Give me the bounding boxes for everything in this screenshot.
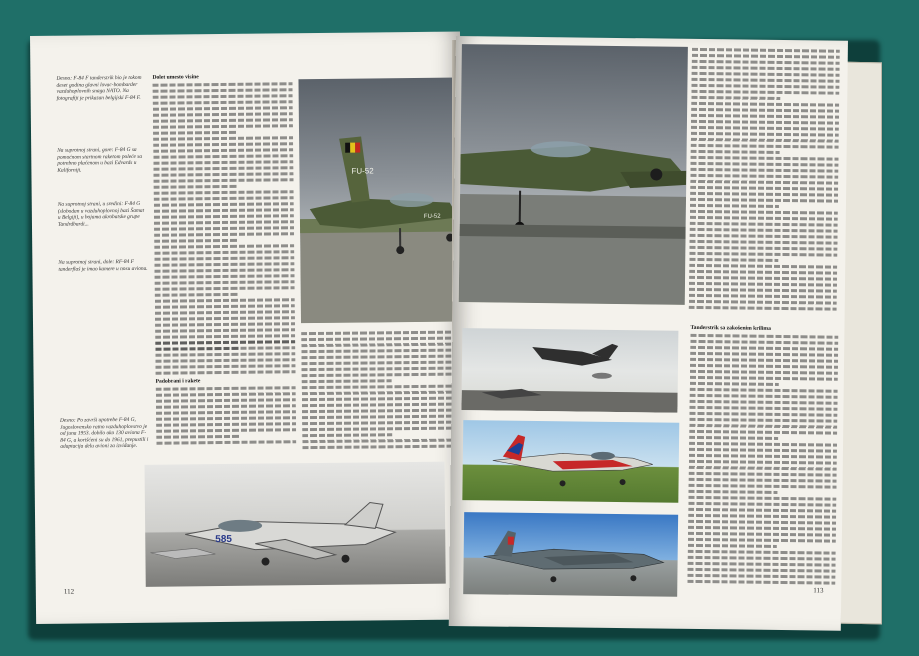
body-text-line	[690, 352, 838, 357]
body-text-line	[690, 162, 838, 167]
body-text-line	[691, 150, 780, 154]
body-text-line	[689, 412, 837, 417]
body-text-line	[302, 373, 452, 378]
body-text-line	[153, 82, 293, 86]
body-text-line	[301, 331, 451, 336]
body-text-line	[690, 364, 838, 369]
body-text-line	[153, 172, 293, 176]
body-text-line	[690, 358, 838, 363]
body-text-line	[690, 222, 838, 227]
body-text-line	[688, 502, 836, 507]
body-text-line	[302, 439, 452, 444]
body-text-line	[690, 168, 838, 173]
body-text-line	[154, 202, 294, 206]
body-text-line	[155, 340, 295, 344]
body-text-line	[690, 334, 838, 339]
body-text-line	[689, 270, 837, 275]
body-text-line	[689, 484, 837, 489]
body-text-line	[155, 274, 295, 278]
body-text-line	[302, 421, 452, 426]
body-text-line	[153, 100, 293, 104]
body-text-line	[691, 90, 839, 95]
body-text-line	[687, 580, 835, 585]
body-text-line	[690, 228, 838, 233]
left-page	[30, 31, 466, 623]
body-text-line	[688, 514, 836, 519]
body-text-line	[156, 398, 296, 402]
body-text-line	[690, 198, 838, 203]
body-text-line	[155, 298, 295, 302]
body-text-line	[156, 370, 296, 374]
body-text-line	[691, 108, 839, 113]
body-text-line	[155, 286, 295, 290]
body-column-2	[155, 337, 296, 458]
body-text-line	[688, 508, 836, 513]
page-number-left: 112	[63, 587, 75, 596]
body-text-line	[154, 250, 294, 254]
body-text-line	[691, 102, 839, 107]
body-text-line	[156, 435, 240, 439]
body-text-line	[156, 416, 296, 420]
body-text-line	[301, 349, 451, 354]
body-text-line	[692, 60, 840, 65]
body-text-line	[301, 343, 451, 348]
tail-marking: FU-52	[351, 166, 374, 176]
body-text-line	[154, 244, 294, 248]
body-text-line	[302, 379, 392, 383]
body-text-line	[691, 96, 780, 100]
caption-top-left: Desno: F-84 F tanderstrik bio je tokom deset godina glavni lovac-bombarder vazduhoplovnih snaga NATO. Na fotografiji je prikazan belgijski F-84 F.	[56, 74, 142, 102]
body-text-line	[690, 186, 838, 191]
body-text-line	[691, 132, 839, 137]
body-text-line	[687, 568, 835, 573]
body-text-line	[692, 66, 840, 71]
body-text-line	[690, 210, 838, 215]
caption-bottom-left: Desno: Po završi upotrebe F-84 G, Jugoslovensko ratno vazduhoplovstvo je od juna 1953. dobilo oko 130 aviona F-84 G, a korišćeni su do 1961, prepustili i adaptacija delu avioni za izviđanje.	[59, 416, 149, 451]
body-text-line	[690, 234, 838, 239]
body-text-line	[153, 166, 293, 170]
body-text-line	[687, 574, 835, 579]
body-text-line	[690, 400, 838, 405]
body-text-line	[153, 142, 293, 146]
caption-mid-left-2: Na suprotnoj strani, u sredini: F-84 G (slobodan u vazduhoplovnoj bazi Šamat u Belgiji), u bojama akrobatske grupe Tandrdbardi...	[57, 200, 145, 228]
heading-doleti: Dolet umesto visine	[152, 74, 199, 81]
body-text-line	[689, 246, 837, 251]
body-text-line	[155, 304, 295, 308]
body-text-line	[690, 216, 838, 221]
body-text-line	[154, 268, 294, 272]
body-text-line	[691, 144, 839, 149]
body-text-line	[690, 192, 838, 197]
body-text-line	[690, 340, 838, 345]
body-text-line	[690, 346, 838, 351]
body-text-line	[302, 433, 392, 437]
body-text-line	[690, 180, 838, 185]
body-text-line	[689, 306, 837, 311]
body-text-line	[689, 454, 837, 459]
body-text-line	[691, 114, 839, 119]
body-text-line	[688, 526, 836, 531]
body-text-line	[155, 316, 295, 320]
body-text-line	[153, 94, 293, 98]
body-text-line	[154, 196, 294, 200]
photo-rf84f-thunderflash	[463, 512, 678, 597]
body-text-line	[690, 376, 838, 381]
body-text-line	[689, 300, 837, 305]
body-text-line	[154, 226, 294, 230]
body-text-line	[688, 532, 836, 537]
body-text-line	[153, 118, 293, 122]
body-text-line	[689, 288, 837, 293]
body-text-line	[153, 136, 293, 140]
body-text-line	[155, 310, 295, 314]
body-text-line	[688, 496, 836, 501]
body-text-line	[688, 520, 836, 525]
body-text-line	[156, 428, 296, 432]
photo-f84f-closeup	[459, 44, 688, 305]
body-text-line	[301, 367, 451, 372]
body-text-line	[689, 276, 837, 281]
body-text-line	[688, 556, 836, 561]
body-text-line	[156, 392, 296, 396]
body-column-1	[152, 73, 295, 374]
body-text-line	[690, 174, 838, 179]
body-text-line	[689, 418, 837, 423]
body-text-line	[155, 293, 239, 297]
body-text-line	[302, 397, 452, 402]
body-text-line	[689, 478, 837, 483]
body-text-line	[689, 258, 778, 262]
body-text-line	[155, 346, 295, 350]
body-text-line	[689, 430, 837, 435]
body-text-line	[689, 282, 837, 287]
body-text-line	[689, 442, 837, 447]
caption-mid-left-3: Na suprotnoj strani, dole: RF-84 F tanderflaš je imao kamere u nosu aviona.	[58, 258, 148, 273]
body-text-line	[692, 54, 840, 59]
body-text-line	[690, 382, 779, 386]
body-text-line	[691, 156, 839, 161]
body-text-line	[154, 178, 294, 182]
body-text-line	[689, 460, 837, 465]
body-text-line	[155, 358, 295, 362]
body-text-line	[689, 448, 837, 453]
body-text-line	[153, 88, 293, 92]
body-text-line	[688, 490, 777, 494]
body-text-line	[156, 440, 296, 444]
body-text-line	[690, 370, 838, 375]
photo-f84g-rocket-takeoff	[461, 328, 678, 413]
body-text-line	[302, 403, 452, 408]
body-text-line	[155, 328, 295, 332]
body-text-line	[154, 208, 294, 212]
body-text-line	[691, 138, 839, 143]
body-text-line	[690, 394, 838, 399]
body-text-line	[155, 322, 295, 326]
body-text-line	[691, 120, 839, 125]
body-text-line	[153, 148, 293, 152]
photo-f84g-yugoslav	[144, 462, 445, 587]
right-page	[449, 36, 848, 631]
body-text-line	[302, 427, 452, 432]
body-text-line	[688, 562, 836, 567]
body-text-line	[691, 126, 839, 131]
body-text-line	[689, 424, 837, 429]
caption-mid-left-1: Na suprotnoj strani, gore: F-84 G sa pomoćnom startnom raketom poleće sa potrebno plaćenom u bazi Edvards u Kaliforniji.	[57, 146, 143, 174]
body-text-line	[156, 386, 296, 390]
body-text-line	[691, 84, 839, 89]
body-text-line	[154, 262, 294, 266]
body-text-line	[155, 280, 295, 284]
body-text-line	[302, 391, 452, 396]
body-text-line	[154, 185, 238, 189]
bw-plane-marking: 585	[215, 533, 233, 546]
body-text-line	[301, 355, 451, 360]
photo-f84g-thunderbirds	[462, 420, 679, 503]
body-text-line	[692, 48, 840, 53]
body-text-line	[154, 239, 238, 243]
body-text-line	[155, 352, 295, 356]
body-text-line	[302, 409, 452, 414]
body-text-line	[153, 131, 237, 135]
body-text-line	[689, 436, 778, 440]
body-text-line	[156, 404, 296, 408]
heading-tanderstrik: Tanderstrik sa zakošenim krilima	[690, 324, 771, 332]
body-text-line	[153, 112, 293, 116]
body-text-line	[154, 190, 294, 194]
body-text-line	[689, 252, 837, 257]
body-text-line	[692, 72, 840, 77]
body-text-line	[302, 445, 452, 450]
nose-marking: FU-52	[423, 213, 441, 220]
body-text-line	[154, 220, 294, 224]
body-text-line	[690, 204, 779, 208]
body-column-4	[689, 45, 840, 319]
body-column-5	[687, 325, 838, 603]
heading-parasuti: Padobrani i rakete	[155, 378, 201, 385]
body-text-line	[688, 538, 836, 543]
photo-f84f-belgian	[298, 78, 461, 324]
body-text-line	[689, 472, 837, 477]
body-text-line	[301, 337, 451, 342]
body-text-line	[689, 240, 837, 245]
body-text-line	[153, 124, 293, 128]
body-text-line	[690, 388, 838, 393]
body-text-line	[156, 422, 296, 426]
body-column-3	[301, 328, 452, 460]
body-text-line	[153, 106, 293, 110]
body-text-line	[302, 385, 452, 390]
body-text-line	[301, 361, 451, 366]
body-text-line	[156, 410, 296, 414]
body-text-line	[689, 406, 837, 411]
body-text-line	[153, 160, 293, 164]
body-text-line	[689, 264, 837, 269]
body-text-line	[691, 78, 839, 83]
body-text-line	[689, 466, 837, 471]
body-text-line	[688, 550, 836, 555]
page-number-right: 113	[813, 586, 824, 595]
body-text-line	[689, 294, 837, 299]
body-text-line	[688, 544, 777, 548]
body-text-line	[155, 364, 295, 368]
body-text-line	[153, 154, 293, 158]
body-text-line	[154, 256, 294, 260]
body-text-line	[302, 415, 452, 420]
body-text-line	[154, 232, 294, 236]
body-text-line	[154, 214, 294, 218]
